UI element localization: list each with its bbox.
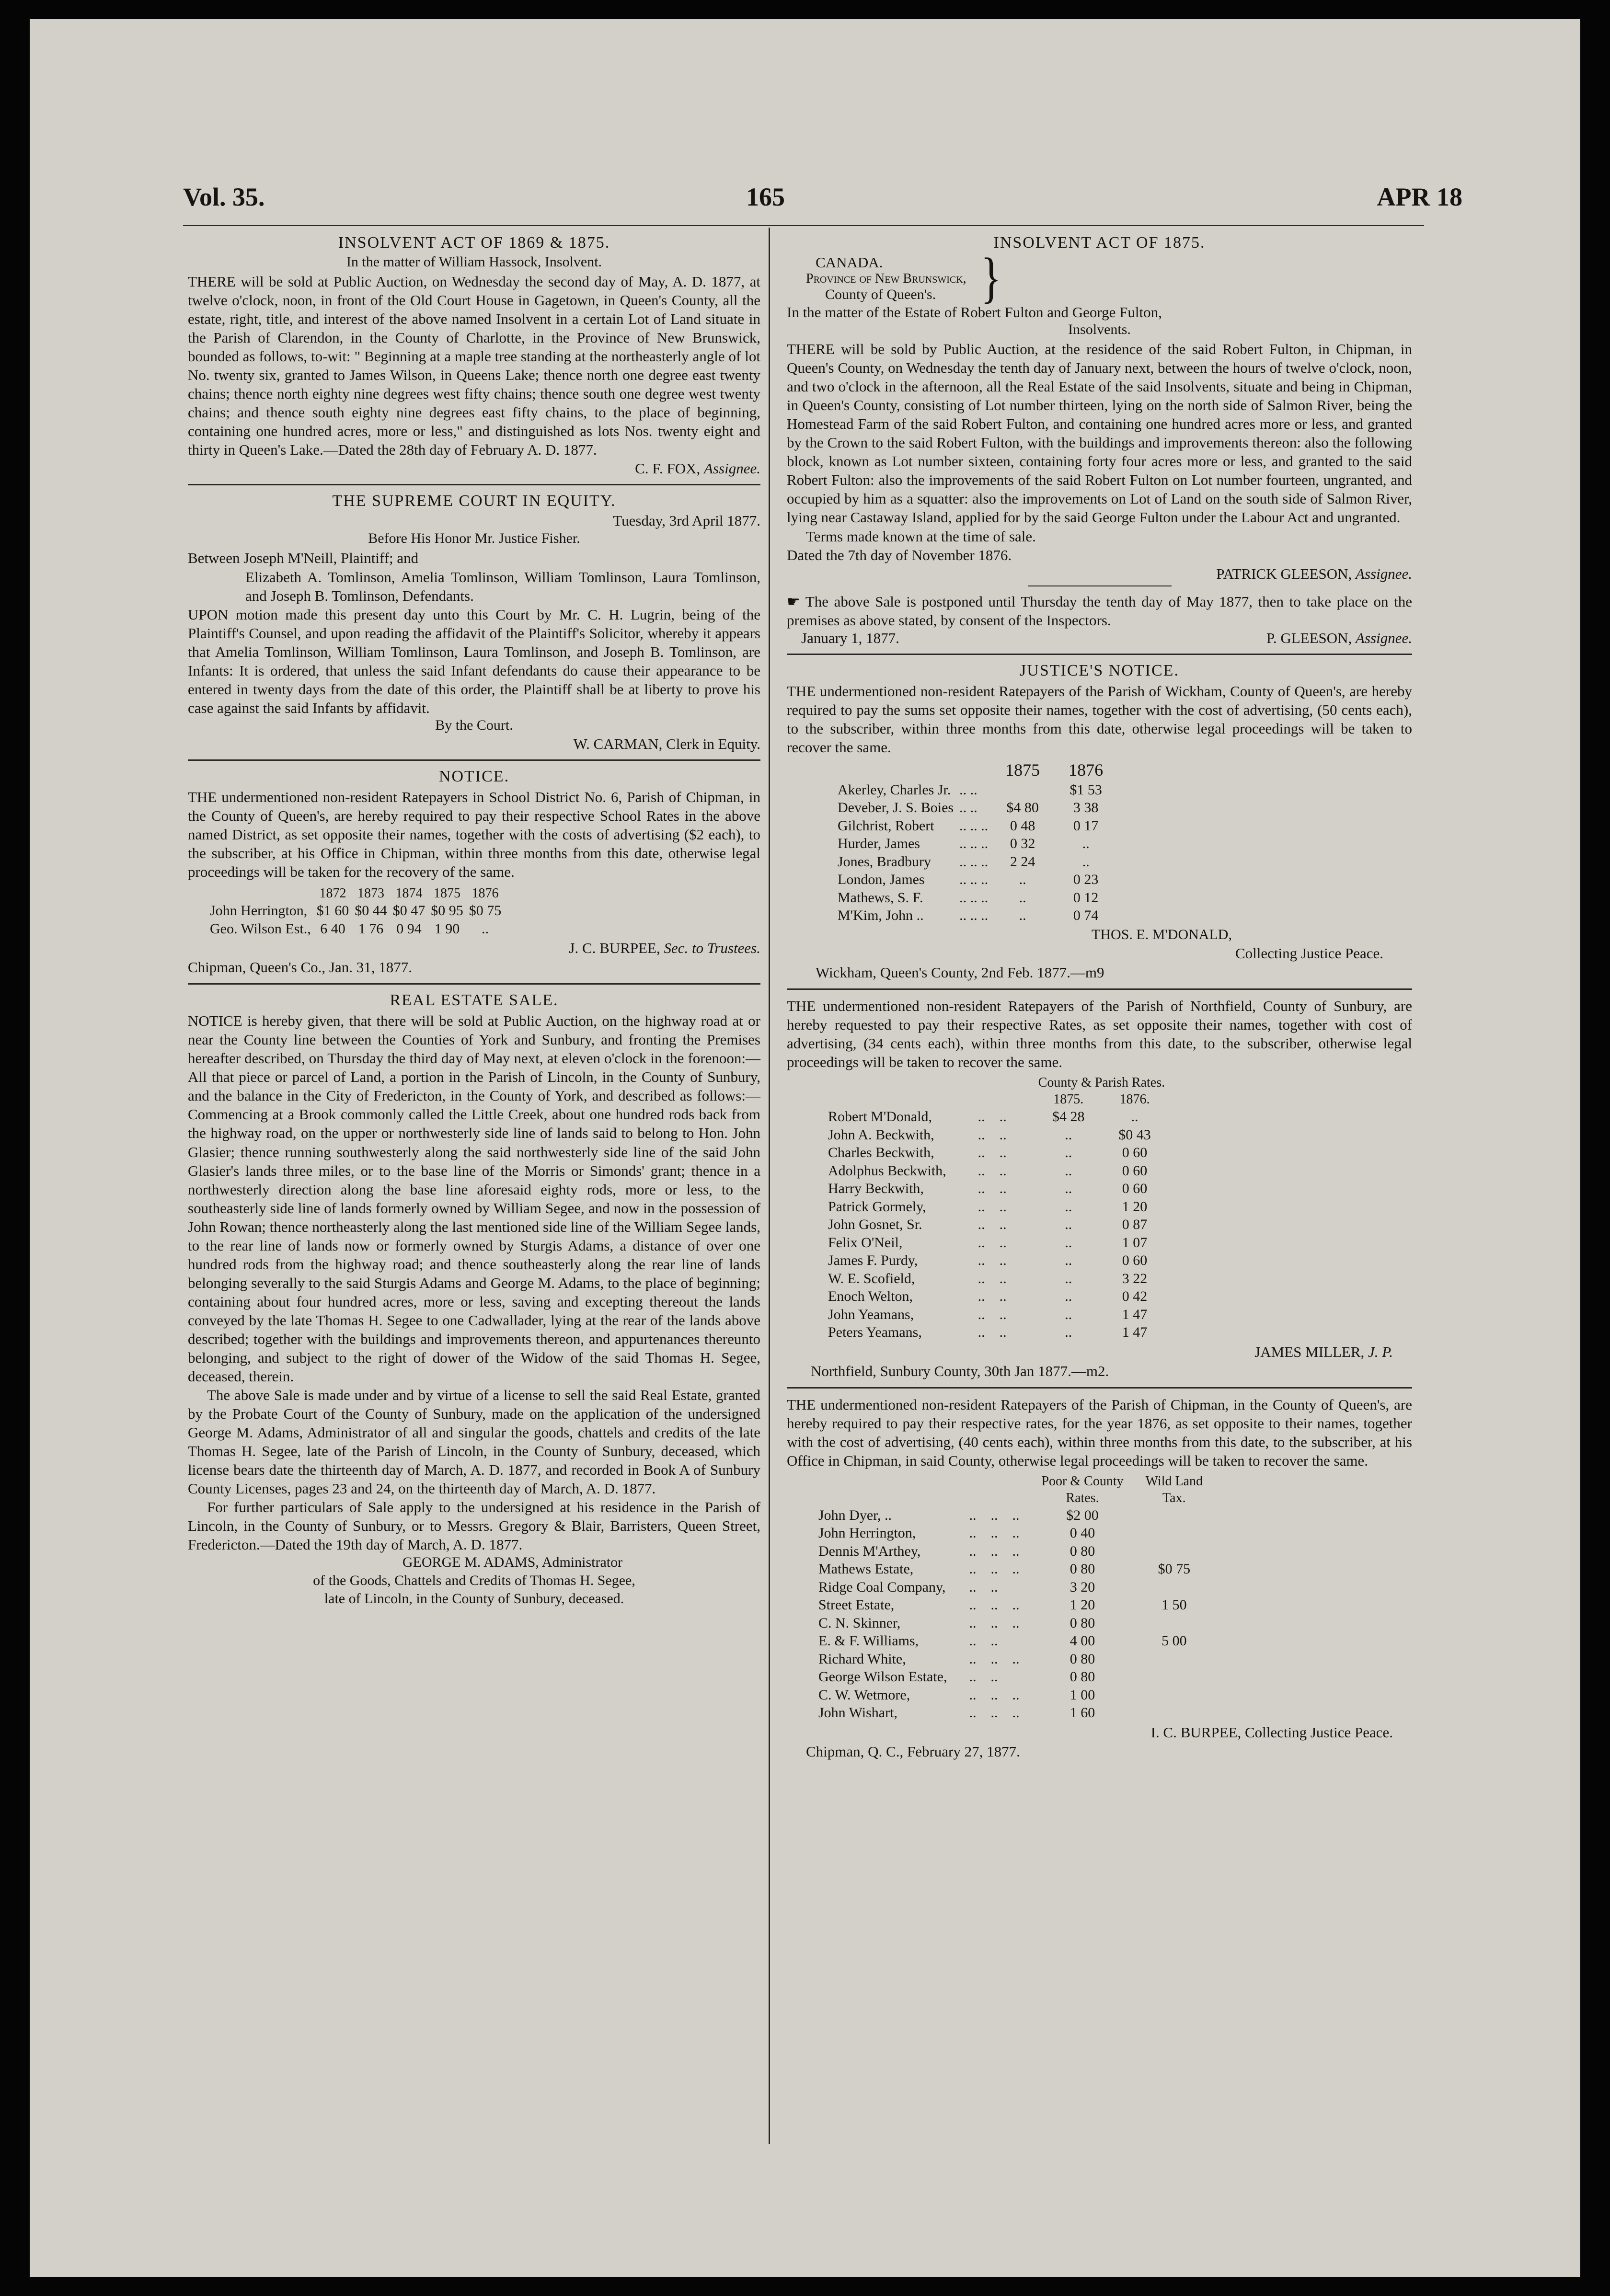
notice-dateline: Chipman, Q. C., February 27, 1877. (806, 1743, 1020, 1760)
rate-1876: .. (1131, 1109, 1138, 1125)
ratepayer-name: C. N. Skinner, (818, 1615, 901, 1631)
postponed-text: The above Sale is postponed until Thursday the tenth day of May 1877, then to take place on the premises as above stated, by consent of the Inspectors. (787, 593, 1412, 629)
table-row: George Wilson Estate, .. .. 0 80 (816, 1668, 1206, 1686)
notice-body: THERE will be sold by Public Auction, at the residence of the said Robert Fulton, in Chipman, in Queen's County, on Wednesday the tenth day of January next, between the hours of twelve o'clock, noon, and two o'clock in the afternoon, all the Real Estate of the said Insolvents, situate and being in Chipman, in Queen's County, consisting of Lot number thirteen, lying on the north side of Salmon River, being the Homestead Farm of the said Robert Fulton, and containing one hundred acres more or less, and granted by the Crown to the said Robert Fulton, with the buildings and improvements thereon: also the following block, known as Lot number sixteen, containing forty four acres more or less, and granted to the said Robert Fulton: also the improvements of the said Robert Fulton on Lot number fourteen, ungranted, and occupied by him as a squatter: also the improvements on Lot of Land on the south side of Salmon River, lying near Castaway Island, applied for by the said George Fulton under the Labour Act and ungranted. (787, 341, 1412, 526)
gazette-sheet (169, 177, 1472, 2185)
brace-icon: } (980, 247, 1001, 309)
table-row: Felix O'Neil, .. .. .. 1 07 (825, 1234, 1168, 1252)
rate-1876: 3 38 (1073, 800, 1099, 816)
table-row: Charles Beckwith, .. .. .. 0 60 (825, 1144, 1168, 1162)
wild-land-tax (1127, 1704, 1206, 1722)
table-row: Street Estate, .. .. .. 1 20 1 50 (816, 1596, 1206, 1614)
rate-1876: 0 60 (1122, 1162, 1148, 1179)
volume-label: Vol. 35. (183, 183, 265, 211)
ratepayer-name: Harry Beckwith, (828, 1181, 924, 1197)
scanned-page (30, 19, 1580, 2277)
poor-county-rate: 0 40 (1070, 1525, 1095, 1541)
leader-dots: .. .. .. (959, 907, 989, 924)
dated-line: Dated the 7th day of November 1876. (787, 546, 1012, 563)
by-court: By the Court. (435, 717, 513, 733)
notice-title: REAL ESTATE SALE. (390, 991, 559, 1010)
rate-1875: 0 32 (1010, 836, 1035, 852)
ratepayer-name: John Dyer, .. (818, 1507, 892, 1523)
table-row: Robert M'Donald, .. .. $4 28 .. (825, 1108, 1168, 1126)
section-rule (787, 1387, 1412, 1389)
table-header-row (825, 1074, 1168, 1091)
year-header: 1876. (1119, 1092, 1150, 1107)
rate-1876: .. (1082, 836, 1090, 852)
year-header: 1876 (472, 886, 499, 901)
rate-1875: .. (1019, 872, 1026, 888)
chipman-notice (787, 1395, 1412, 1761)
insolvent-1869-notice (188, 234, 760, 477)
leader-dots: .. .. (959, 800, 978, 816)
signature-line: GEORGE M. ADAMS, Administrator (402, 1554, 623, 1570)
wild-land-tax (1127, 1614, 1206, 1632)
notice-body: THE undermentioned non-resident Ratepayers of the Parish of Northfield, County of Sunbury, are hereby requested to pay their respective Rates, as set opposite their names, together with cost of advertising, (34 cents each), within three months from this date, to the subscriber, otherwise legal proceedings will be taken to recover the same. (787, 997, 1412, 1071)
rate-1875: $4 28 (1052, 1109, 1085, 1125)
ratepayer-name: Hurder, James (838, 836, 920, 852)
ratepayer-name: E. & F. Williams, (818, 1633, 919, 1649)
wild-land-tax (1127, 1578, 1206, 1596)
poor-county-rate: 3 20 (1070, 1579, 1095, 1595)
rate-1876: 0 17 (1073, 817, 1099, 834)
rate-1875: .. (1065, 1270, 1072, 1286)
province-label: Province of New Brunswick, (806, 271, 966, 286)
parties-line: Between Joseph M'Neill, Plaintiff; and (188, 550, 419, 567)
table-header-row (816, 1473, 1206, 1506)
insolvent-1875-notice (787, 234, 1412, 647)
table-row: Patrick Gormely, .. .. .. 1 20 (825, 1198, 1168, 1216)
poor-county-rate: 0 80 (1070, 1651, 1095, 1667)
ratepayer-name: Mathews Estate, (818, 1561, 914, 1577)
rate-1876: 1 07 (1122, 1234, 1148, 1251)
table-row (835, 889, 1117, 907)
ratepayer-name: Patrick Gormely, (828, 1198, 926, 1215)
table-row: Dennis M'Arthey, .. .. .. 0 80 (816, 1542, 1206, 1561)
rate-1875: .. (1065, 1145, 1072, 1161)
notice-body: THERE will be sold at Public Auction, on Wednesday the second day of May, A. D. 1877, at twelve o'clock, noon, in front of the Old Court House in Gagetown, in Queen's County, all the estate, right, title, and interest of the above named Insolvent in a certain Lot of Land situate in the Parish of Clarendon, in the County of Charlotte, in the Province of New Brunswick, bounded as follows, to-wit: " Beginning at a maple tree standing at the northeasterly angle of lot No. twenty six, granted to James Wilson, in Queens Lake; thence north one degree east twenty chains; thence north eighty nine degrees west fifty chains; thence south one degree west twenty chains; and thence south eighty nine degrees east fifty chains, to the place of beginning, containing one hundred acres, more or less," and distinguished as lots Nos. twenty eight and thirty in Queen's Lake.—Dated the 28th day of February A. D. 1877. (188, 273, 760, 459)
ratepayer-name: John Herrington, (818, 1525, 916, 1541)
signature-line: late of Lincoln, in the County of Sunbury, deceased. (324, 1590, 624, 1607)
rate-1876: 0 60 (1122, 1181, 1148, 1197)
supreme-court-notice (188, 492, 760, 752)
rate-1875: .. (1065, 1217, 1072, 1233)
ratepayer-name: W. E. Scofield, (828, 1270, 915, 1286)
table-header-row (207, 885, 504, 902)
poor-county-rate: 4 00 (1070, 1633, 1095, 1649)
pointing-hand-icon: ☛ (787, 593, 800, 610)
page-number: 165 (746, 183, 785, 211)
table-row: Harry Beckwith, .. .. .. 0 60 (825, 1180, 1168, 1198)
rate-value: .. (481, 920, 489, 937)
rate-1876: $1 53 (1070, 781, 1102, 798)
rate-1875: .. (1065, 1252, 1072, 1269)
wild-land-tax (1127, 1686, 1206, 1704)
country-label: CANADA. (816, 254, 883, 271)
year-header: 1872 (319, 886, 346, 901)
terms-line: Terms made known at the time of sale. (806, 528, 1036, 545)
ratepayer-name: Mathews, S. F. (838, 889, 923, 906)
table-row: John Yeamans, .. .. .. 1 47 (825, 1306, 1168, 1324)
rate-1876: 3 22 (1122, 1270, 1148, 1286)
table-row: Adolphus Beckwith, .. .. .. 0 60 (825, 1162, 1168, 1180)
rate-1875: .. (1065, 1162, 1072, 1179)
rates-header: County & Parish Rates. (1038, 1075, 1165, 1091)
wild-land-tax: 5 00 (1162, 1633, 1187, 1649)
table-row: C. W. Wetmore, .. .. .. 1 00 (816, 1686, 1206, 1704)
ratepayer-name: Gilchrist, Robert (838, 817, 934, 834)
rate-1876: 0 74 (1073, 907, 1099, 924)
table-row: W. E. Scofield, .. .. .. 3 22 (825, 1270, 1168, 1288)
section-rule (787, 988, 1412, 990)
notice-body: THE undermentioned non-resident Ratepayers in School District No. 6, Parish of Chipman, in the County of Queen's, are hereby required to pay their respective School Rates in the above named District, as set opposite their names, together with the costs of advertising ($2 each), to the subscriber, at his Office in Chipman, within three months from this date, otherwise legal proceedings will be taken for the recovery of the same. (188, 788, 760, 881)
year-header: 1873 (357, 886, 384, 901)
table-row: Mathews Estate, .. .. .. 0 80 $0 75 (816, 1560, 1206, 1578)
leader-dots: .. .. .. (959, 872, 989, 888)
jurisdiction-block (787, 247, 1412, 309)
wild-land-tax: 1 50 (1162, 1597, 1187, 1613)
signature-line: Collecting Justice Peace. (1235, 944, 1383, 962)
table-header-row (825, 1091, 1168, 1108)
county-label: County of Queen's. (825, 287, 936, 302)
rate-1876: .. (1082, 853, 1090, 870)
wild-land-tax (1127, 1524, 1206, 1542)
ratepayer-name: Charles Beckwith, (828, 1145, 934, 1161)
notice-body: UPON motion made this present day unto this Court by Mr. C. H. Lugrin, being of the Plaintiff's Counsel, and upon reading the affidavit of the Plaintiff's Solicitor, whereby it appears that Amelia Tomlinson, William Tomlinson, Laura Tomlinson, and Joseph B. Tomlinson, are Infants: It is ordered, that unless the said Infant defendants do cause their appearance to be entered in twenty days from the date of this order, the Plaintiff shall be at liberty to prove his case against the said Infants by affidavit. (188, 606, 760, 716)
table-row (835, 781, 1117, 799)
rate-1876: 1 47 (1122, 1306, 1148, 1322)
rate-1875: .. (1065, 1126, 1072, 1143)
table-row (835, 853, 1117, 871)
notice-date: Tuesday, 3rd April 1877. (613, 512, 760, 529)
table-header-row (835, 759, 1117, 781)
notice-body: THE undermentioned non-resident Ratepayers of the Parish of Chipman, in the County of Queen's, are hereby required to pay their respective rates, for the year 1876, as set opposite to their names, together with the cost of advertising, (40 cents each), within three months from this date, to the subscriber, at his Office in Chipman, in said County, otherwise legal proceedings will be taken to recover the same. (787, 1396, 1412, 1469)
notice-before: Before His Honor Mr. Justice Fisher. (368, 530, 580, 547)
rate-1875: .. (1065, 1198, 1072, 1215)
table-row (207, 920, 504, 938)
insolvents-label: Insolvents. (1068, 321, 1131, 338)
rate-value: $1 60 (316, 903, 349, 919)
ratepayer-name: Geo. Wilson Est., (210, 920, 311, 937)
signature-role: Assignee. (1356, 565, 1412, 582)
real-estate-sale-notice (188, 991, 760, 1607)
rate-1876: 0 23 (1073, 872, 1099, 888)
ratepayer-name: M'Kim, John .. (838, 907, 924, 924)
notice-body: NOTICE is hereby given, that there will be sold at Public Auction, on the highway road at or near the County line between the Counties of York and Sunbury, and fronting the Premises hereafter described, on Thursday the third day of May next, at eleven o'clock in the forenoon:—All that piece or parcel of Land, a portion in the Parish of Lincoln, in the County of Sunbury, and the balance in the City of Fredericton, in the County of York, and described as follows:—Commencing at a Brook commonly called the Little Creek, about one hundred rods back from the highway road, on the upper or northwesterly side line of lands said to belong to Hon. John Glasier; thence running southwesterly along the said northwesterly side line of the said John Glasier's lands three miles, or to the base line of the Morris or Simonds' grant; thence in a northwesterly direction along the base line aforesaid eighty rods, more or less, to the southeasterly side line of lands formerly owned by William Segee, and now in the possession of John Rowan; thence northeasterly along the last mentioned side line of the William Segee lands, to the rear line of lands now or formerly owned by Sturgis Adams, a distance of over one hundred rods from the highway road; and thence southeasterly along the rear line of lands belonging severally to the said Sturgis Adams and George M. Adams, to the place of beginning; containing about four hundred acres, more or less, saving and excepting thereout the lands conveyed by the late Thomas H. Segee to one Cadwallader, lying at the rear of the lands above described; together with the buildings and improvements thereon, and appurtenances thereunto belonging, and subject to the right of dower of the Widow of the said Thomas H. Segee, deceased, therein. (188, 1012, 760, 1385)
signature-name: PATRICK GLEESON, (1216, 565, 1352, 582)
notice-signature (188, 940, 760, 957)
notice-title: INSOLVENT ACT OF 1875. (993, 234, 1206, 252)
notice-signature (787, 565, 1412, 583)
column-divider (769, 228, 770, 2144)
notice-dateline: Northfield, Sunbury County, 30th Jan 1877.—m2. (811, 1362, 1109, 1379)
table-row: C. N. Skinner, .. .. .. 0 80 (816, 1614, 1206, 1632)
rate-1876: 0 42 (1122, 1288, 1148, 1305)
ratepayer-name: Robert M'Donald, (828, 1109, 932, 1125)
rate-1876: 0 87 (1122, 1217, 1148, 1233)
notice-dateline: Chipman, Queen's Co., Jan. 31, 1877. (188, 959, 412, 976)
rate-1875 (991, 781, 1054, 799)
table-row: Ridge Coal Company, .. .. 3 20 (816, 1578, 1206, 1596)
wild-land-tax (1127, 1542, 1206, 1561)
ratepayer-name: James F. Purdy, (828, 1252, 918, 1269)
matter-line: In the matter of the Estate of Robert Fulton and George Fulton, (787, 304, 1162, 321)
signature-line: THOS. E. M'DONALD, (1092, 926, 1232, 942)
short-rule (1028, 585, 1172, 586)
header-rule (183, 225, 1424, 226)
rate-value: $0 95 (431, 903, 463, 919)
ratepayer-name: Deveber, J. S. Boies (838, 800, 954, 816)
signature-name: JAMES MILLER, (1254, 1343, 1365, 1360)
wickham-rates-table (835, 759, 1117, 925)
signature-name: P. GLEESON, (1266, 629, 1352, 646)
table-row: Richard White, .. .. .. 0 80 (816, 1650, 1206, 1668)
justice-notice (787, 662, 1412, 982)
right-column (787, 234, 1412, 1761)
ratepayer-name: John Herrington, (210, 903, 308, 919)
rate-1876: 0 60 (1122, 1145, 1148, 1161)
notice-title: INSOLVENT ACT OF 1869 & 1875. (338, 234, 610, 252)
ratepayer-name: Akerley, Charles Jr. (838, 781, 951, 798)
rate-1875: .. (1065, 1234, 1072, 1251)
rate-value: 0 94 (396, 920, 422, 937)
poor-county-rate: 0 80 (1070, 1561, 1095, 1577)
section-rule (188, 759, 760, 761)
ratepayer-name: London, James (838, 872, 925, 888)
table-row (835, 835, 1117, 853)
section-rule (787, 654, 1412, 655)
notice-signature (188, 460, 760, 477)
year-header: 1875. (1053, 1092, 1084, 1107)
ratepayer-name: John Wishart, (818, 1705, 897, 1721)
rate-1875: 0 48 (1010, 817, 1035, 834)
table-row: Enoch Welton, .. .. .. 0 42 (825, 1287, 1168, 1306)
ratepayer-name: Enoch Welton, (828, 1288, 913, 1305)
rate-1875: .. (1065, 1306, 1072, 1322)
table-row: John Dyer, .. .. .. .. $2 00 (816, 1506, 1206, 1525)
ratepayer-name: Dennis M'Arthey, (818, 1543, 921, 1559)
table-row (835, 907, 1117, 925)
ratepayer-name: Richard White, (818, 1651, 906, 1667)
ratepayer-name: C. W. Wetmore, (818, 1687, 910, 1703)
notice-body: THE undermentioned non-resident Ratepayers of the Parish of Wickham, County of Queen's, are hereby required to pay the sums set opposite their names, together with the cost of advertising, (50 cents each), to the subscriber, within three months from this date, otherwise legal proceedings will be taken to recover the same. (787, 682, 1412, 756)
chipman-rates-table (816, 1473, 1206, 1722)
rate-1875: $4 80 (1006, 800, 1039, 816)
table-row: E. & F. Williams, .. .. 4 00 5 00 (816, 1632, 1206, 1650)
poor-county-rate: 0 80 (1070, 1615, 1095, 1631)
rate-value: $0 75 (469, 903, 502, 919)
poor-county-rate: 0 80 (1070, 1669, 1095, 1685)
rate-value: $0 47 (392, 903, 426, 919)
table-row: John A. Beckwith, .. .. .. $0 43 (825, 1126, 1168, 1144)
signature-role: Sec. to Trustees. (664, 940, 760, 957)
leader-dots: .. .. (959, 781, 978, 798)
notice-paragraph: For further particulars of Sale apply to the undersigned at his residence in the Parish of Lincoln, in the County of Sunbury, or to Messrs. Gregory & Blair, Barristers, Queen Street, Fredericton.—Dated the 19th day of March, A. D. 1877. (188, 1499, 760, 1553)
poor-county-rate: 0 80 (1070, 1543, 1095, 1559)
ratepayer-name: Felix O'Neil, (828, 1234, 903, 1251)
section-rule (188, 484, 760, 485)
rate-1875: .. (1065, 1288, 1072, 1305)
page-header (169, 177, 1472, 220)
rate-1876: $0 43 (1118, 1126, 1151, 1143)
rate-value: 1 76 (358, 920, 384, 937)
rate-value: $0 44 (355, 903, 387, 919)
table-row (835, 817, 1117, 835)
table-row: John Herrington, .. .. .. 0 40 (816, 1524, 1206, 1542)
rate-1876: 0 60 (1122, 1252, 1148, 1269)
notice-title: THE SUPREME COURT IN EQUITY. (332, 492, 616, 510)
table-row: Peters Yeamans, .. .. .. 1 47 (825, 1323, 1168, 1342)
table-row: John Gosnet, Sr. .. .. .. 0 87 (825, 1216, 1168, 1234)
poor-county-rate: 1 60 (1070, 1705, 1095, 1721)
leader-dots: .. .. .. (959, 817, 989, 834)
rate-1876: 1 20 (1122, 1198, 1148, 1215)
notice-dateline: Wickham, Queen's County, 2nd Feb. 1877.—m9 (816, 964, 1104, 981)
signature-name: J. C. BURPEE, (569, 940, 660, 957)
leader-dots: .. .. .. (959, 889, 989, 906)
table-row: John Wishart, .. .. .. 1 60 (816, 1704, 1206, 1722)
table-row: James F. Purdy, .. .. .. 0 60 (825, 1251, 1168, 1270)
rate-1875: 2 24 (1010, 853, 1035, 870)
rate-1876: 1 47 (1122, 1324, 1148, 1341)
rate-value: 1 90 (434, 920, 460, 937)
ratepayer-name: John A. Beckwith, (828, 1126, 934, 1143)
signature-name: C. F. FOX, (635, 460, 701, 477)
rate-1875: .. (1019, 907, 1026, 924)
year-header: 1875 (433, 886, 460, 901)
section-rule (188, 983, 760, 985)
wild-land-tax (1127, 1668, 1206, 1686)
signature-role: J. P. (1368, 1343, 1393, 1360)
ratepayer-name: Street Estate, (818, 1597, 895, 1613)
wild-land-tax (1127, 1650, 1206, 1668)
northfield-rates-table (825, 1074, 1168, 1342)
poor-county-rate: 1 00 (1070, 1687, 1095, 1703)
rate-1875: .. (1065, 1324, 1072, 1341)
year-header: 1874 (395, 886, 423, 901)
ratepayer-name: John Gosnet, Sr. (828, 1217, 922, 1233)
table-row (835, 799, 1117, 817)
year-header: 1876 (1069, 760, 1104, 780)
notice-title: NOTICE. (438, 767, 510, 785)
signature-role: Assignee. (1356, 629, 1412, 646)
postponed-notice (787, 592, 1412, 630)
ratepayer-name: Adolphus Beckwith, (828, 1162, 946, 1179)
postponed-signature (787, 630, 1412, 647)
table-row (835, 871, 1117, 889)
parties-defendants: Elizabeth A. Tomlinson, Amelia Tomlinson, William Tomlinson, Laura Tomlinson, and Joseph B. Tomlinson, Defendants. (245, 568, 760, 604)
ratepayer-name: George Wilson Estate, (818, 1669, 947, 1685)
notice-paragraph: The above Sale is made under and by virtue of a license to sell the said Real Estate, granted by the Probate Court of the County of Sunbury, made on the application of the undersigned George M. Adams, Administrator of all and singular the goods, chattels and credits of the late Thomas H. Segee, late of the Parish of Lincoln, in the County of Sunbury, deceased, which license bears date the thirteenth day of March, A. D. 1877, and recorded in Book A of Sunbury County Licenses, pages 23 and 24, on the thirteenth day of March, A. D. 1877. (188, 1387, 760, 1497)
poor-county-header: Poor & County Rates. (1041, 1473, 1124, 1505)
notice-signature: W. CARMAN, Clerk in Equity. (573, 735, 760, 752)
year-header: 1875 (1005, 760, 1040, 780)
rate-1875: .. (1019, 889, 1026, 906)
notice-signature: I. C. BURPEE, Collecting Justice Peace. (1150, 1723, 1393, 1741)
school-rates-notice (188, 768, 760, 976)
postponed-date: January 1, 1877. (801, 629, 899, 646)
rate-value: 6 40 (320, 920, 345, 937)
poor-county-rate: $2 00 (1066, 1507, 1099, 1523)
notice-subtitle: In the matter of William Hassock, Insolvent. (346, 254, 602, 270)
signature-line: of the Goods, Chattels and Credits of Thomas H. Segee, (313, 1572, 635, 1588)
left-column (188, 234, 760, 1609)
northfield-notice (787, 997, 1412, 1380)
ratepayer-name: Ridge Coal Company, (818, 1579, 946, 1595)
issue-date: APR 18 (1377, 183, 1462, 211)
signature-role: Assignee. (704, 460, 760, 477)
leader-dots: .. .. .. (959, 836, 989, 852)
wild-land-tax (1127, 1506, 1206, 1525)
table-row (207, 902, 504, 920)
ratepayer-name: Peters Yeamans, (828, 1324, 922, 1341)
wild-land-tax: $0 75 (1158, 1561, 1191, 1577)
poor-county-rate: 1 20 (1070, 1597, 1095, 1613)
rate-1875: .. (1065, 1181, 1072, 1197)
notice-signature (787, 1343, 1412, 1361)
rate-1876: 0 12 (1073, 889, 1099, 906)
wild-land-header: Wild Land Tax. (1145, 1473, 1203, 1505)
leader-dots: .. .. .. (959, 853, 989, 870)
ratepayer-name: John Yeamans, (828, 1306, 914, 1322)
ratepayer-name: Jones, Bradbury (838, 853, 931, 870)
school-rates-table (207, 885, 504, 938)
notice-title: JUSTICE'S NOTICE. (1020, 661, 1179, 679)
